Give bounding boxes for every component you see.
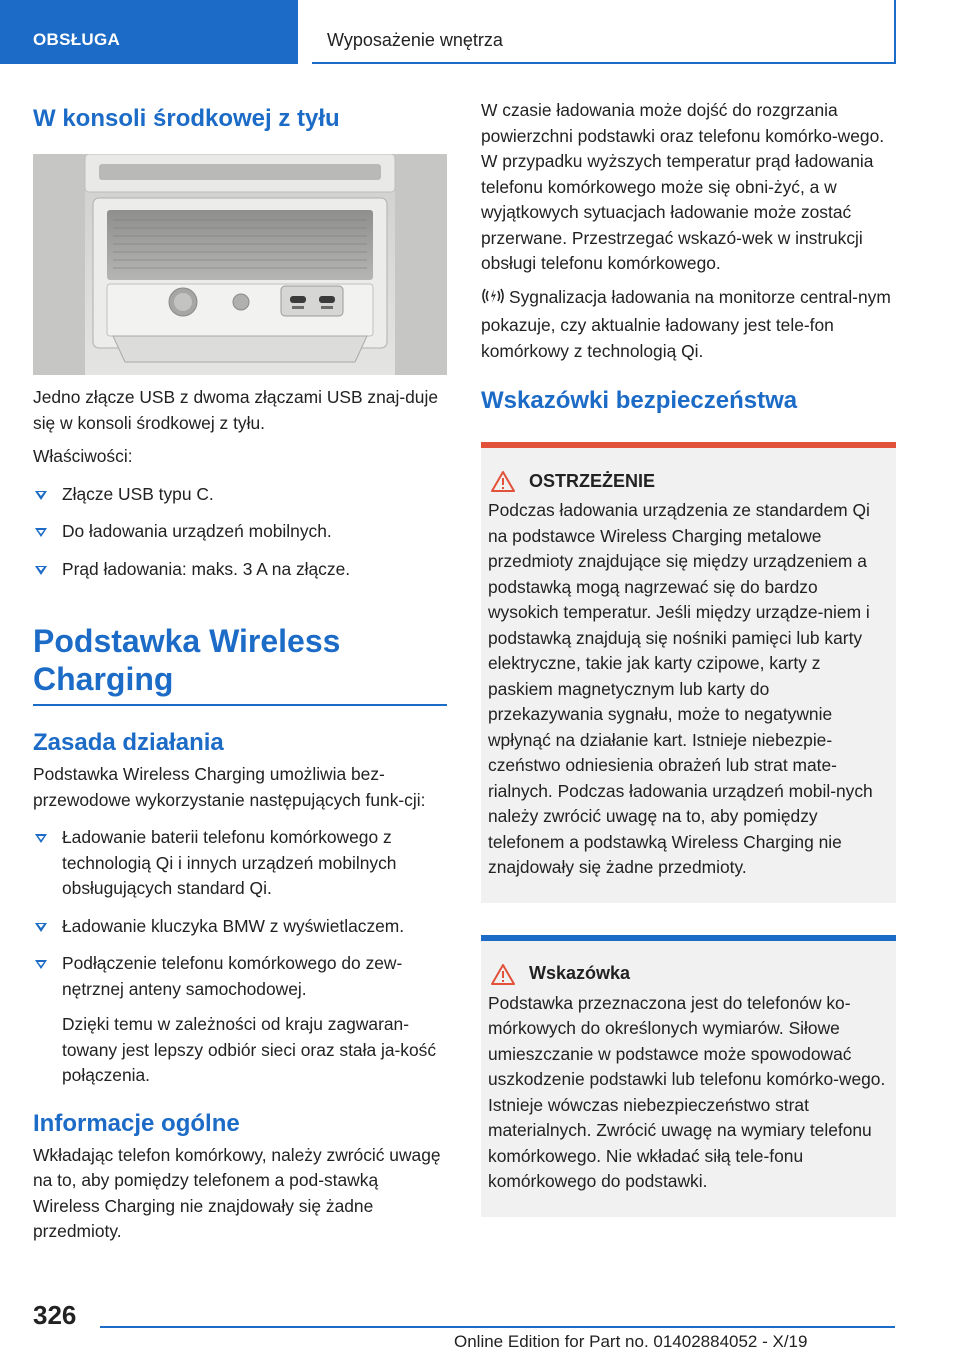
edition-text: Online Edition for Part no. 01402884052 - X/19	[454, 1332, 808, 1351]
bullet-triangle-icon	[35, 834, 47, 843]
list-item: Ładowanie baterii telefonu komórkowego z technologią Qi i innych urządzeń mobilnych obsługujących standard Qi.	[33, 825, 447, 902]
general-info-text: Wkładając telefon komórkowy, należy zwrócić uwagę na to, aby pomiędzy telefonem a pod-stawką Wireless Charging nie znajdowały się żadne przedmioty.	[33, 1144, 441, 1241]
photo-illustration	[33, 154, 447, 375]
main-section-title: Podstawka Wireless Charging	[33, 623, 341, 697]
title-underline	[33, 704, 447, 706]
warning-triangle-icon	[491, 470, 515, 492]
bullet-triangle-icon	[35, 923, 47, 932]
note-box	[481, 935, 896, 1217]
bullet-triangle-icon	[35, 491, 47, 500]
heading-rear-console: W konsoli środkowej z tyłu	[33, 105, 340, 132]
list-item: Do ładowania urządzeń mobilnych.	[33, 519, 447, 545]
properties-list	[33, 482, 447, 583]
note-label: Wskazówka	[529, 963, 631, 983]
list-item: Ładowanie kluczyka BMW z wyświetlaczem.	[33, 914, 447, 940]
section-tab	[0, 0, 298, 64]
chapter-header	[312, 0, 896, 64]
warning-box	[481, 442, 896, 903]
bullet-triangle-icon	[35, 528, 47, 537]
section-label: OBSŁUGA	[33, 30, 121, 49]
note-title	[491, 963, 889, 985]
rear-console-usb-photo	[33, 154, 447, 375]
warning-label: OSTRZEŻENIE	[529, 470, 656, 491]
list-item: Podłączenie telefonu komórkowego do zew-nętrznej anteny samochodowej.	[33, 951, 447, 1002]
properties-label: Właściwości:	[33, 446, 133, 466]
heading-safety: Wskazówki bezpieczeństwa	[481, 387, 798, 414]
caution-triangle-icon	[491, 963, 515, 985]
note-text: Podstawka przeznaczona jest do telefonów ko-mórkowych do określonych wymiarów. Siłowe umieszczanie w podstawce może spowodować uszkodzenie podstawki lub telefonu komórko-wego. Istnieje wówczas niebezpieczeństwo strat materialnych. Zwrócić uwagę na wymiary telefonu komórkowego. Nie wkładać siłą tele-fonu komórkowego do podstawki.	[488, 992, 886, 1191]
heading-principle: Zasada działania	[33, 729, 224, 756]
left-column	[33, 100, 447, 1245]
heating-paragraph: W czasie ładowania może dojść do rozgrzania powierzchni podstawki oraz telefonu komórko-wego. W przypadku wyższych temperatur prąd ładowania telefonu komórkowego może się obni-żyć, a w wyjątkowych sytuacjach ładowanie może zostać przerwane. Przestrzegać wskazó-wek w instrukcji obsługi telefonu komórkowego.	[481, 100, 885, 273]
list-item: Prąd ładowania: maks. 3 A na złącze.	[33, 557, 447, 583]
functions-list	[33, 825, 447, 1002]
bullet-triangle-icon	[35, 960, 47, 969]
rear-usb-intro: Jedno złącze USB z dwoma złączami USB znaj-duje się w konsoli środkowej z tyłu.	[33, 387, 438, 433]
charging-signal-paragraph: Sygnalizacja ładowania na monitorze central-nym pokazuje, czy aktualnie ładowany jest tele-fon komórkowy z technologią Qi.	[481, 286, 891, 361]
principle-text: Podstawka Wireless Charging umożliwia bez-przewodowe wykorzystanie następujących funk-cji:	[33, 764, 426, 810]
bullet-triangle-icon	[35, 566, 47, 575]
wireless-charging-icon	[481, 286, 509, 314]
warning-title	[491, 470, 889, 492]
heading-general-info: Informacje ogólne	[33, 1109, 240, 1137]
footer-rule	[100, 1326, 895, 1328]
list-item: Złącze USB typu C.	[33, 482, 447, 508]
right-column	[481, 98, 896, 1217]
warning-text: Podczas ładowania urządzenia ze standardem Qi na podstawce Wireless Charging metalowe przedmioty znajdujące się między urządzeniem a podstawką mogą nagrzewać się do bardzo wysokich temperatur. Jeśli między urządze-niem i podstawką znajdują się nośniki pamięci lub karty elektryczne, takie jak karty czipowe, karty z paskiem magnetycznym lub karty do przekazywania sygnału, może to negatywnie wpłynąć na działanie kart. Istnieje niebezpie-czeństwo odniesienia obrażeń lub strat mate-rialnych. Podczas ładowania urządzeń mobil-nych należy zwrócić uwagę na to, aby pomiędzy telefonem a podstawką Wireless Charging nie znajdowały się żadne przedmioty.	[488, 500, 873, 877]
chapter-label: Wyposażenie wnętrza	[327, 30, 503, 50]
page-number: 326	[33, 1300, 77, 1330]
functions-extra: Dzięki temu w zależności od kraju zagwaran-towany jest lepszy odbiór sieci oraz stała ja-kość połączenia.	[62, 1014, 437, 1085]
